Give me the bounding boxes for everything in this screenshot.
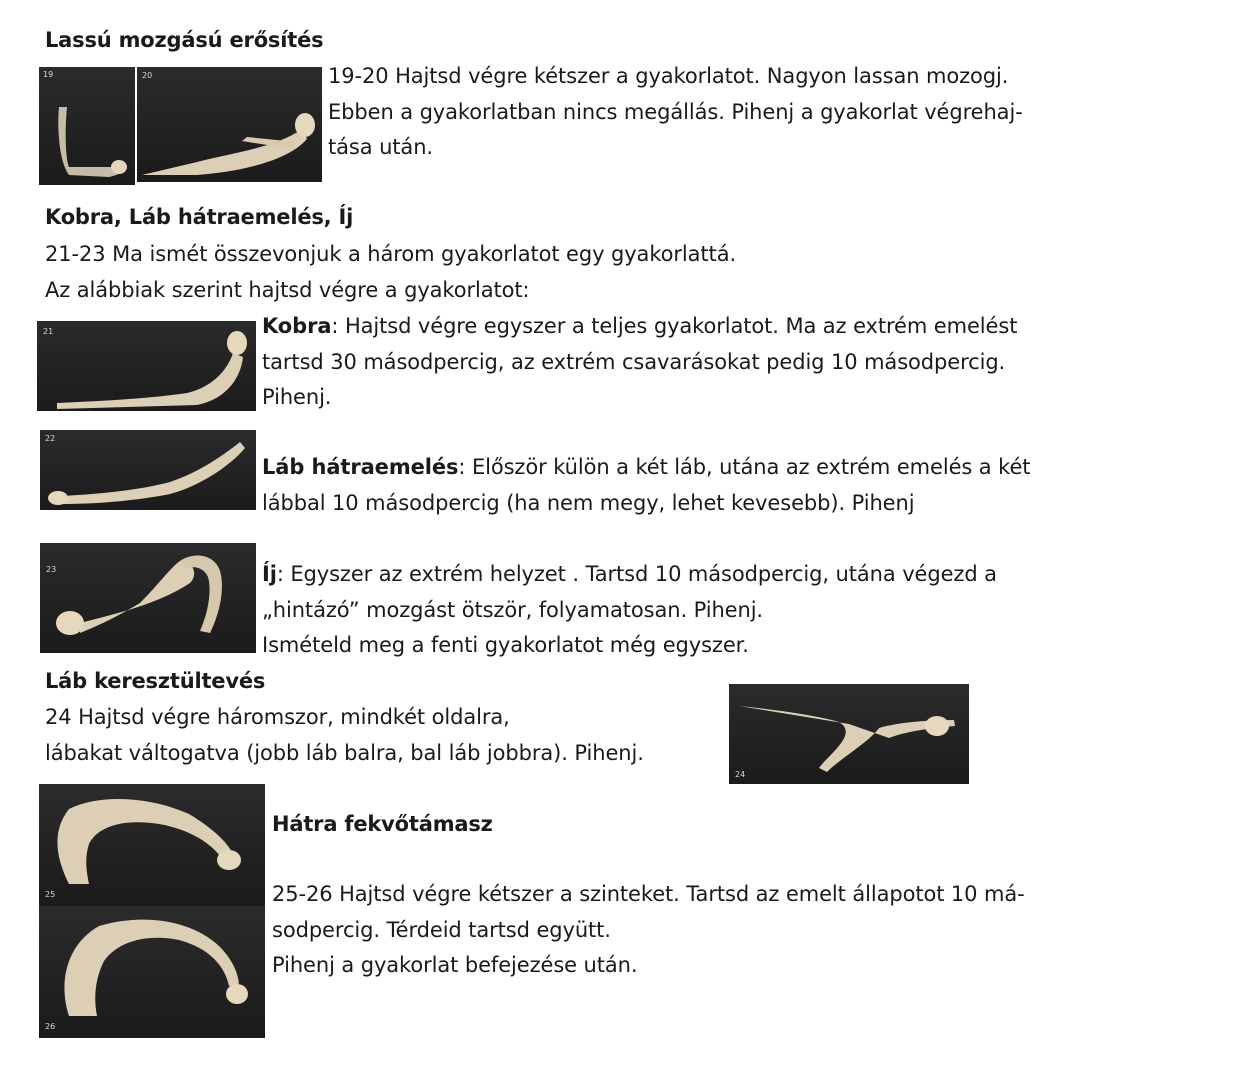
figure-illustration (729, 684, 969, 784)
figure-illustration (37, 321, 256, 411)
photo-number: 23 (46, 565, 57, 574)
text-line: 21-23 Ma ismét összevonjuk a három gyakorlatot egy gyakorlattá. (45, 242, 737, 266)
exercise-photo-19 (39, 67, 135, 185)
photo-number: 24 (735, 770, 746, 779)
figure-illustration (39, 67, 135, 185)
paragraph-bow (262, 557, 997, 664)
text-line: Pihenj. (262, 385, 332, 409)
section-title-slow-strength: Lassú mozgású erősítés (45, 28, 324, 52)
figure-illustration (40, 543, 256, 653)
text-line: Ismételd meg a fenti gyakorlatot még egyszer. (262, 633, 749, 657)
figure-illustration (137, 67, 322, 182)
paragraph-back-plank (272, 877, 1025, 984)
section-title-leg-cross: Láb keresztültevés (45, 669, 266, 693)
paragraph-combo-intro (45, 237, 736, 308)
text-line: 24 Hajtsd végre háromszor, mindkét oldalra, (45, 705, 510, 729)
exercise-label: Kobra (262, 314, 332, 338)
exercise-photo-26 (39, 906, 265, 1038)
section-title-cobra-combo: Kobra, Láb hátraemelés, Íj (45, 205, 354, 229)
exercise-text: : Először külön a két láb, utána az extrém emelés a két (458, 455, 1031, 479)
exercise-photo-25 (39, 784, 265, 906)
photo-number: 21 (43, 327, 54, 336)
exercise-photo-24 (729, 684, 969, 784)
exercise-text: : Hajtsd végre egyszer a teljes gyakorlatot. Ma az extrém emelést (331, 314, 1018, 338)
exercise-photo-22 (40, 430, 256, 510)
text-line (262, 557, 997, 593)
photo-number: 25 (45, 890, 56, 899)
text-line: Ebben a gyakorlatban nincs megállás. Pihenj a gyakorlat végrehaj- (328, 99, 1023, 124)
paragraph-leg-cross (45, 700, 644, 771)
paragraph-slow-strength (328, 59, 1023, 166)
text-line: tása után. (328, 135, 433, 159)
text-line: sodpercig. Térdeid tartsd együtt. (272, 917, 611, 942)
photo-number: 26 (45, 1022, 56, 1031)
paragraph-leg-raise (262, 450, 1030, 521)
paragraph-kobra (262, 309, 1017, 416)
text-line: lábbal 10 másodpercig (ha nem megy, lehet kevesebb). Pihenj (262, 490, 915, 515)
section-title-back-plank: Hátra fekvőtámasz (272, 812, 493, 836)
text-line (262, 450, 1030, 486)
figure-illustration (39, 784, 265, 906)
text-line: 19-20 Hajtsd végre kétszer a gyakorlatot. Nagyon lassan mozogj. (328, 64, 1009, 88)
photo-number: 22 (45, 434, 56, 443)
figure-illustration (39, 906, 265, 1038)
text-line: Pihenj a gyakorlat befejezése után. (272, 953, 638, 977)
text-line: „hintázó” mozgást ötször, folyamatosan. Pihenj. (262, 597, 764, 622)
exercise-label: Íj (262, 562, 277, 586)
exercise-photo-23 (40, 543, 256, 653)
exercise-text: : Egyszer az extrém helyzet . Tartsd 10 másodpercig, utána végezd a (276, 562, 997, 586)
photo-number: 20 (142, 71, 153, 80)
text-line (262, 309, 1017, 345)
text-line: tartsd 30 másodpercig, az extrém csavarásokat pedig 10 másodpercig. (262, 349, 1006, 374)
text-line: 25-26 Hajtsd végre kétszer a szinteket. Tartsd az emelt állapotot 10 má- (272, 882, 1025, 906)
text-line: lábakat váltogatva (jobb láb balra, bal láb jobbra). Pihenj. (45, 740, 644, 765)
text-line: Az alábbiak szerint hajtsd végre a gyakorlatot: (45, 277, 530, 302)
exercise-label: Láb hátraemelés (262, 455, 459, 479)
exercise-photo-20 (137, 67, 322, 182)
exercise-photo-21 (37, 321, 256, 411)
figure-illustration (40, 430, 256, 510)
photo-number: 19 (43, 70, 54, 79)
